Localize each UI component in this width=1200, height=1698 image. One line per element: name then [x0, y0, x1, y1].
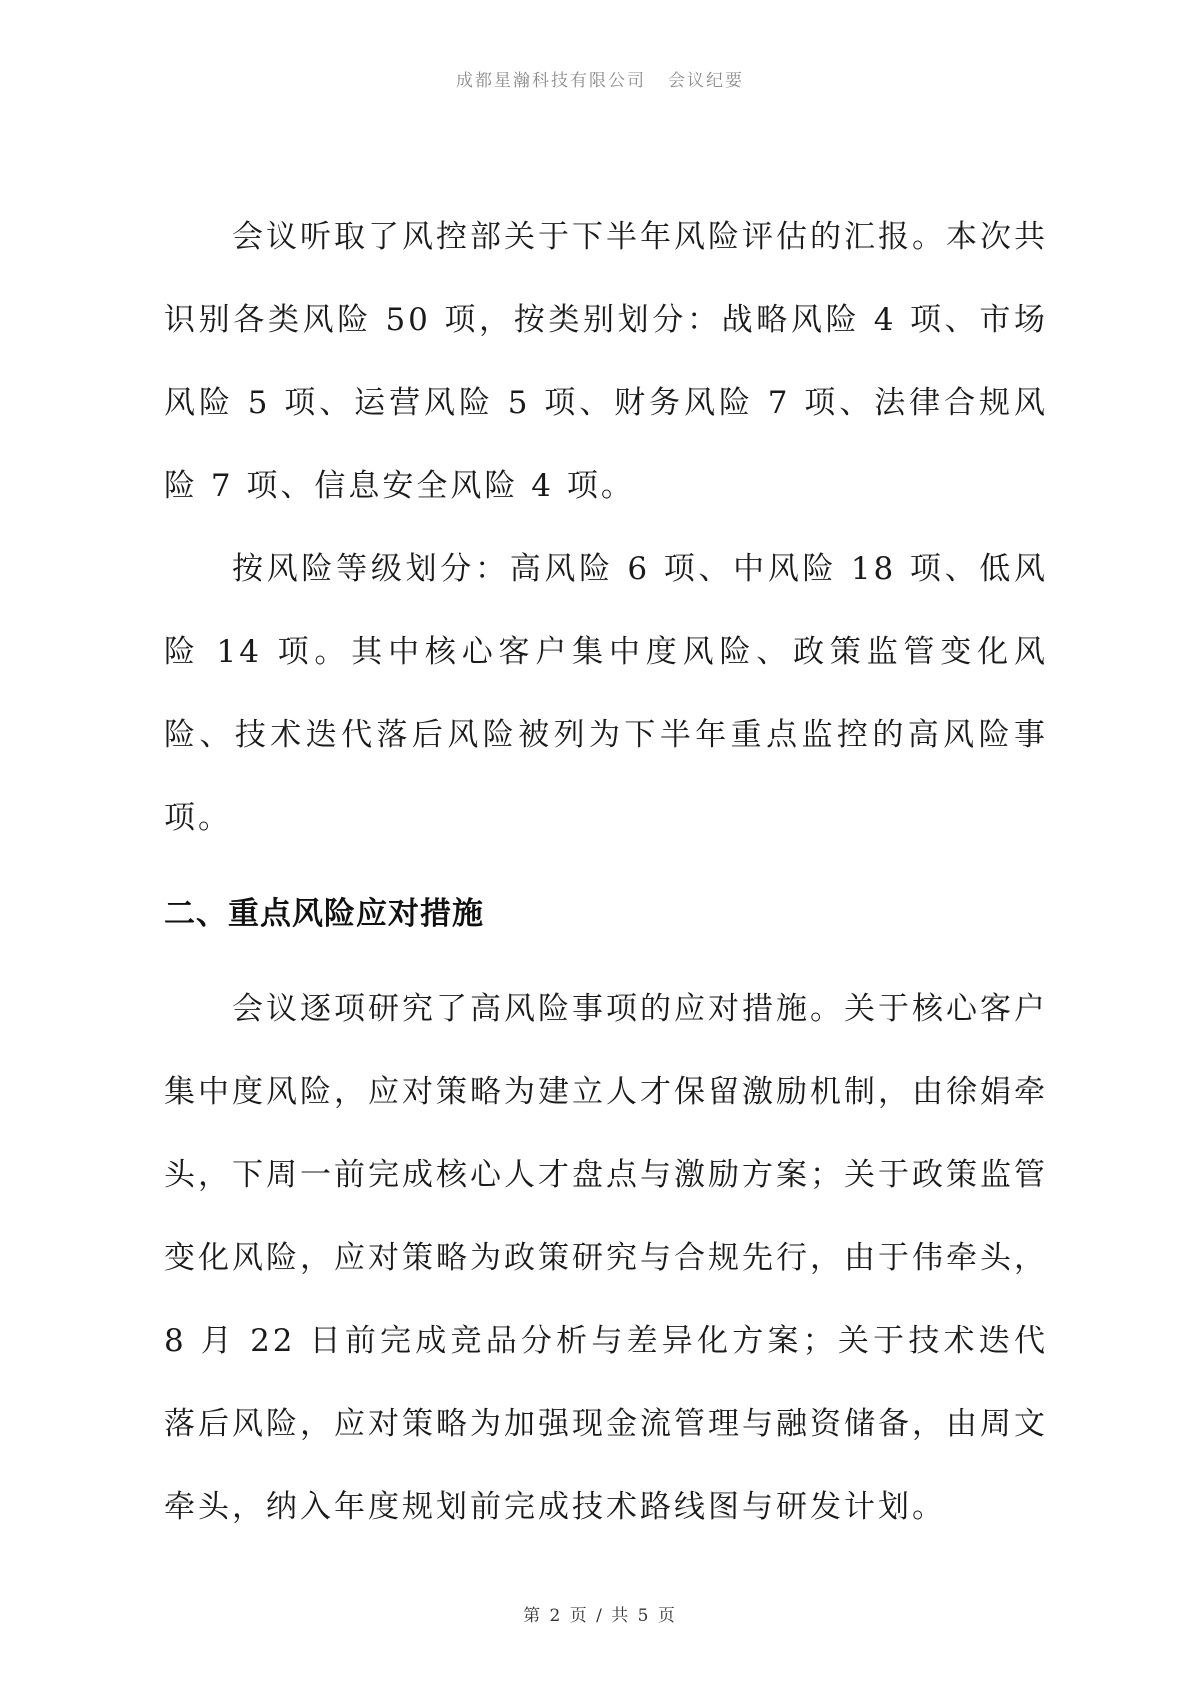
body-paragraph: 按风险等级划分：高风险 6 项、中风险 18 项、低风险 14 项。其中核心客户集中度风险、政策监管变化风险、技术迭代落后风险被列为下半年重点监控的高风险事项。 — [164, 551, 1048, 836]
section-heading: 二、重点风险应对措施 — [164, 896, 484, 932]
document-body — [164, 196, 1048, 1549]
section-paragraph: 会议逐项研究了高风险事项的应对措施。关于核心客户集中度风险，应对策略为建立人才保留激励机制，由徐娟牵头，下周一前完成核心人才盘点与激励方案；关于政策监管变化风险，应对策略为政策研究与合规先行，由于伟牵头，8 月 22 日前完成竞品分析与差异化方案；关于技术迭代落后风险，应对策略为加强现金流管理与融资储备，由周文牵头，纳入年度规划前完成技术路线图与研发计划。 — [164, 991, 1048, 1525]
body-paragraph: 会议听取了风控部关于下半年风险评估的汇报。本次共识别各类风险 50 项，按类别划分：战略风险 4 项、市场风险 5 项、运营风险 5 项、财务风险 7 项、法律合规风险 7 项、信息安全风险 4 项。 — [164, 219, 1048, 504]
header-company: 成都星瀚科技有限公司 — [456, 71, 646, 91]
page-number: 第 2 页 / 共 5 页 — [523, 1606, 677, 1626]
page-header — [0, 66, 1200, 91]
header-doc-title: 会议纪要 — [668, 71, 744, 91]
